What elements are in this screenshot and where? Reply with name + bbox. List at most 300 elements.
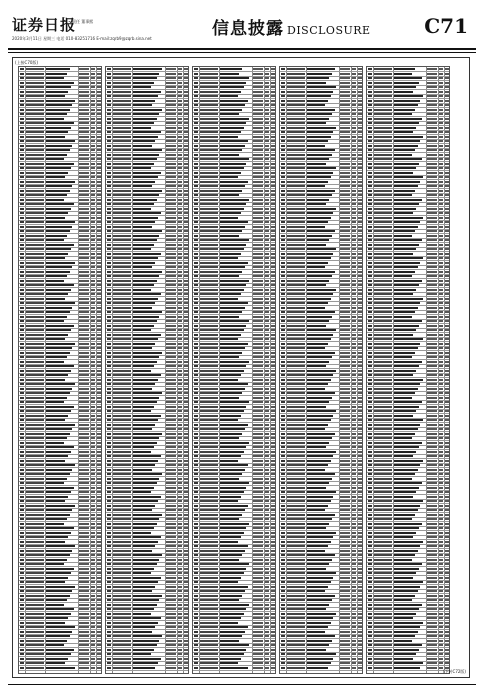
table-cell bbox=[271, 158, 275, 160]
table-cell bbox=[271, 100, 275, 102]
table-cell bbox=[107, 532, 111, 534]
continued-to-label: (下转C72版) bbox=[442, 669, 466, 674]
table-cell bbox=[307, 82, 326, 84]
table-cell bbox=[91, 370, 95, 372]
table-cell bbox=[265, 406, 269, 408]
table-cell bbox=[26, 145, 44, 147]
table-cell bbox=[113, 167, 131, 169]
table-cell bbox=[287, 586, 305, 588]
table-cell bbox=[445, 73, 449, 75]
table-cell bbox=[287, 248, 305, 250]
table-cell bbox=[374, 203, 392, 205]
table-cell bbox=[20, 329, 24, 331]
table-cell bbox=[374, 158, 392, 160]
table-cell bbox=[91, 419, 95, 421]
table-cell bbox=[445, 554, 449, 556]
table-cell bbox=[374, 190, 392, 192]
table-cell bbox=[133, 410, 151, 412]
table-cell bbox=[287, 127, 305, 129]
table-cell bbox=[46, 248, 71, 250]
table-cell bbox=[352, 172, 356, 174]
table-cell bbox=[287, 149, 305, 151]
table-cell bbox=[352, 586, 356, 588]
table-cell bbox=[107, 572, 111, 574]
table-cell bbox=[79, 109, 89, 111]
table-cell bbox=[46, 392, 70, 394]
table-cell bbox=[166, 572, 176, 574]
table-cell bbox=[20, 334, 24, 336]
table-cell bbox=[352, 176, 356, 178]
table-cell bbox=[368, 482, 372, 484]
table-cell bbox=[281, 631, 285, 633]
table-cell bbox=[113, 370, 131, 372]
table-cell bbox=[79, 235, 89, 237]
table-cell bbox=[79, 658, 89, 660]
table-cell bbox=[340, 635, 350, 637]
table-cell bbox=[166, 352, 176, 354]
table-cell bbox=[307, 302, 328, 304]
table-cell bbox=[340, 298, 350, 300]
table-cell bbox=[374, 226, 392, 228]
table-cell bbox=[287, 113, 305, 115]
table-cell bbox=[368, 208, 372, 210]
table-cell bbox=[79, 518, 89, 520]
table-cell bbox=[166, 374, 176, 376]
table-cell bbox=[113, 194, 131, 196]
table-cell bbox=[26, 235, 44, 237]
table-cell bbox=[220, 622, 238, 624]
table-cell bbox=[97, 320, 101, 322]
table-cell bbox=[358, 599, 362, 601]
table-cell bbox=[445, 203, 449, 205]
table-cell bbox=[26, 185, 44, 187]
table-cell bbox=[352, 338, 356, 340]
table-cell bbox=[427, 581, 437, 583]
table-cell bbox=[26, 82, 44, 84]
table-cell bbox=[20, 487, 24, 489]
table-cell bbox=[107, 464, 111, 466]
table-cell bbox=[20, 662, 24, 664]
table-cell bbox=[107, 361, 111, 363]
table-cell bbox=[200, 545, 218, 547]
table-cell bbox=[184, 662, 188, 664]
table-cell bbox=[79, 667, 89, 669]
table-cell bbox=[26, 248, 44, 250]
table-cell bbox=[368, 190, 372, 192]
table-cell bbox=[340, 518, 350, 520]
table-cell bbox=[20, 446, 24, 448]
table-cell bbox=[281, 176, 285, 178]
table-cell bbox=[194, 590, 198, 592]
table-cell bbox=[445, 181, 449, 183]
table-cell bbox=[200, 509, 218, 511]
table-cell bbox=[107, 554, 111, 556]
table-cell bbox=[374, 536, 392, 538]
table-cell bbox=[265, 338, 269, 340]
table-cell bbox=[358, 532, 362, 534]
table-cell bbox=[166, 406, 176, 408]
table-cell bbox=[97, 316, 101, 318]
table-cell bbox=[184, 95, 188, 97]
table-cell bbox=[287, 442, 305, 444]
table-cell bbox=[133, 73, 159, 75]
table-cell bbox=[253, 311, 263, 313]
table-cell bbox=[427, 406, 437, 408]
table-cell bbox=[200, 653, 218, 655]
table-cell bbox=[265, 437, 269, 439]
table-cell bbox=[374, 136, 392, 138]
table-cell bbox=[200, 419, 218, 421]
table-cell bbox=[194, 190, 198, 192]
table-cell bbox=[46, 487, 74, 489]
table-cell bbox=[265, 266, 269, 268]
table-cell bbox=[374, 275, 392, 277]
table-cell bbox=[79, 379, 89, 381]
table-cell bbox=[265, 397, 269, 399]
table-cell bbox=[253, 487, 263, 489]
table-cell bbox=[178, 172, 182, 174]
table-cell bbox=[178, 518, 182, 520]
table-cell bbox=[184, 109, 188, 111]
table-cell bbox=[445, 455, 449, 457]
table-cell bbox=[26, 559, 44, 561]
table-cell bbox=[178, 388, 182, 390]
table-cell bbox=[352, 199, 356, 201]
table-cell bbox=[368, 347, 372, 349]
table-cell bbox=[91, 271, 95, 273]
table-cell bbox=[79, 136, 89, 138]
table-cell bbox=[287, 208, 305, 210]
table-cell bbox=[374, 523, 392, 525]
table-cell bbox=[91, 383, 95, 385]
table-cell bbox=[445, 496, 449, 498]
table-cell bbox=[113, 572, 131, 574]
table-cell bbox=[107, 131, 111, 133]
table-cell bbox=[79, 199, 89, 201]
table-cell bbox=[107, 104, 111, 106]
table-cell bbox=[194, 140, 198, 142]
table-cell bbox=[352, 352, 356, 354]
table-cell bbox=[107, 577, 111, 579]
table-cell bbox=[20, 577, 24, 579]
table-cell bbox=[184, 226, 188, 228]
table-cell bbox=[358, 361, 362, 363]
table-cell bbox=[307, 478, 332, 480]
table-cell bbox=[445, 365, 449, 367]
table-cell bbox=[220, 518, 239, 520]
table-cell bbox=[445, 356, 449, 358]
table-cell bbox=[281, 338, 285, 340]
table-cell bbox=[133, 442, 157, 444]
table-cell bbox=[91, 311, 95, 313]
table-cell bbox=[26, 464, 44, 466]
table-cell bbox=[91, 374, 95, 376]
table-cell bbox=[394, 635, 415, 637]
table-cell bbox=[91, 415, 95, 417]
table-cell bbox=[178, 82, 182, 84]
table-cell bbox=[97, 91, 101, 93]
table-cell bbox=[374, 478, 392, 480]
table-cell bbox=[352, 370, 356, 372]
table-cell bbox=[91, 280, 95, 282]
table-cell bbox=[340, 505, 350, 507]
table-cell bbox=[265, 415, 269, 417]
table-cell bbox=[445, 406, 449, 408]
table-cell bbox=[358, 347, 362, 349]
table-cell bbox=[20, 626, 24, 628]
table-cell bbox=[253, 302, 263, 304]
table-cell bbox=[358, 316, 362, 318]
table-cell bbox=[340, 91, 350, 93]
table-cell bbox=[46, 361, 64, 363]
table-cell bbox=[220, 469, 245, 471]
table-cell bbox=[253, 172, 263, 174]
table-cell bbox=[97, 554, 101, 556]
table-cell bbox=[113, 424, 131, 426]
table-cell bbox=[26, 158, 44, 160]
table-cell bbox=[194, 379, 198, 381]
table-cell bbox=[194, 275, 198, 277]
table-cell bbox=[271, 460, 275, 462]
table-cell bbox=[445, 149, 449, 151]
table-cell bbox=[253, 104, 263, 106]
table-cell bbox=[79, 275, 89, 277]
table-cell bbox=[107, 649, 111, 651]
table-cell bbox=[253, 356, 263, 358]
table-cell bbox=[91, 446, 95, 448]
table-cell bbox=[427, 428, 437, 430]
table-cell bbox=[133, 487, 154, 489]
table-cell bbox=[287, 221, 305, 223]
table-cell bbox=[271, 302, 275, 304]
table-cell bbox=[287, 86, 305, 88]
table-cell bbox=[107, 280, 111, 282]
table-cell bbox=[281, 406, 285, 408]
table-cell bbox=[427, 127, 437, 129]
table-cell bbox=[374, 217, 392, 219]
table-cell bbox=[194, 203, 198, 205]
table-cell bbox=[374, 415, 392, 417]
table-cell bbox=[133, 473, 162, 475]
table-cell bbox=[79, 77, 89, 79]
table-cell bbox=[166, 401, 176, 403]
table-cell bbox=[374, 338, 392, 340]
table-cell bbox=[352, 253, 356, 255]
table-cell bbox=[166, 221, 176, 223]
table-cell bbox=[20, 613, 24, 615]
table-cell bbox=[265, 563, 269, 565]
table-cell bbox=[200, 154, 218, 156]
table-cell bbox=[358, 131, 362, 133]
table-cell bbox=[340, 77, 350, 79]
table-cell bbox=[281, 361, 285, 363]
table-cell bbox=[253, 518, 263, 520]
table-cell bbox=[253, 275, 263, 277]
table-cell bbox=[178, 280, 182, 282]
table-cell bbox=[281, 122, 285, 124]
table-cell bbox=[352, 433, 356, 435]
table-cell bbox=[368, 185, 372, 187]
table-cell bbox=[340, 226, 350, 228]
table-cell bbox=[91, 361, 95, 363]
table-cell bbox=[220, 284, 246, 286]
table-cell bbox=[394, 406, 419, 408]
table-cell bbox=[265, 320, 269, 322]
table-cell bbox=[200, 235, 218, 237]
table-cell bbox=[374, 208, 392, 210]
table-cell bbox=[374, 442, 392, 444]
table-cell bbox=[220, 572, 244, 574]
table-cell bbox=[427, 419, 437, 421]
table-cell bbox=[394, 230, 415, 232]
table-cell bbox=[358, 554, 362, 556]
table-cell bbox=[307, 608, 326, 610]
table-cell bbox=[220, 334, 241, 336]
table-cell bbox=[352, 658, 356, 660]
table-cell bbox=[439, 235, 443, 237]
table-cell bbox=[133, 230, 162, 232]
table-cell bbox=[178, 617, 182, 619]
table-cell bbox=[374, 667, 392, 669]
table-cell bbox=[26, 586, 44, 588]
table-cell bbox=[166, 280, 176, 282]
table-cell bbox=[287, 541, 305, 543]
table-cell bbox=[46, 77, 64, 79]
table-cell bbox=[281, 163, 285, 165]
table-cell bbox=[265, 491, 269, 493]
table-cell bbox=[79, 523, 89, 525]
table-cell bbox=[79, 154, 89, 156]
table-cell bbox=[340, 104, 350, 106]
table-cell bbox=[358, 428, 362, 430]
table-cell bbox=[46, 226, 72, 228]
table-cell bbox=[220, 649, 246, 651]
table-cell bbox=[394, 559, 412, 561]
table-cell bbox=[26, 460, 44, 462]
table-cell bbox=[374, 392, 392, 394]
table-cell bbox=[439, 334, 443, 336]
table-cell bbox=[394, 370, 416, 372]
table-cell bbox=[20, 208, 24, 210]
table-cell bbox=[265, 221, 269, 223]
table-cell bbox=[340, 478, 350, 480]
table-cell bbox=[220, 77, 249, 79]
table-cell bbox=[107, 118, 111, 120]
table-cell bbox=[184, 478, 188, 480]
table-cell bbox=[79, 428, 89, 430]
table-cell bbox=[340, 266, 350, 268]
table-cell bbox=[220, 644, 249, 646]
table-cell bbox=[287, 608, 305, 610]
table-cell bbox=[253, 82, 263, 84]
table-cell bbox=[26, 424, 44, 426]
table-cell bbox=[200, 487, 218, 489]
table-cell bbox=[79, 325, 89, 327]
table-cell bbox=[445, 482, 449, 484]
table-cell bbox=[287, 635, 305, 637]
table-cell bbox=[200, 343, 218, 345]
table-cell bbox=[91, 190, 95, 192]
table-cell bbox=[253, 379, 263, 381]
table-cell bbox=[194, 581, 198, 583]
table-cell bbox=[200, 379, 218, 381]
table-cell bbox=[194, 604, 198, 606]
table-cell bbox=[220, 320, 249, 322]
table-cell bbox=[220, 163, 246, 165]
table-cell bbox=[79, 347, 89, 349]
table-cell bbox=[178, 446, 182, 448]
table-cell bbox=[46, 343, 75, 345]
table-cell bbox=[427, 478, 437, 480]
table-cell bbox=[107, 127, 111, 129]
table-cell bbox=[358, 608, 362, 610]
table-cell bbox=[265, 581, 269, 583]
table-cell bbox=[307, 640, 332, 642]
table-cell bbox=[439, 163, 443, 165]
table-cell bbox=[107, 199, 111, 201]
table-cell bbox=[26, 226, 44, 228]
table-cell bbox=[133, 325, 154, 327]
table-cell bbox=[26, 68, 44, 70]
table-cell bbox=[133, 140, 155, 142]
table-cell bbox=[26, 293, 44, 295]
table-cell bbox=[374, 280, 392, 282]
table-cell bbox=[46, 541, 65, 543]
table-cell bbox=[20, 478, 24, 480]
table-cell bbox=[307, 554, 335, 556]
table-cell bbox=[91, 541, 95, 543]
table-cell bbox=[97, 365, 101, 367]
table-cell bbox=[200, 424, 218, 426]
table-cell bbox=[352, 482, 356, 484]
table-cell bbox=[26, 545, 44, 547]
table-cell bbox=[271, 307, 275, 309]
table-cell bbox=[439, 221, 443, 223]
table-cell bbox=[20, 604, 24, 606]
table-cell bbox=[107, 514, 111, 516]
table-cell bbox=[91, 257, 95, 259]
table-cell bbox=[368, 104, 372, 106]
table-cell bbox=[340, 208, 350, 210]
table-cell bbox=[271, 235, 275, 237]
table-cell bbox=[113, 586, 131, 588]
table-cell bbox=[374, 550, 392, 552]
table-cell bbox=[374, 109, 392, 111]
table-cell bbox=[46, 586, 75, 588]
table-cell bbox=[178, 100, 182, 102]
table-cell bbox=[340, 185, 350, 187]
table-cell bbox=[107, 424, 111, 426]
table-cell bbox=[427, 320, 437, 322]
table-cell bbox=[307, 473, 335, 475]
table-cell bbox=[394, 73, 412, 75]
table-cell bbox=[200, 374, 218, 376]
table-cell bbox=[253, 505, 263, 507]
table-cell bbox=[265, 649, 269, 651]
table-cell bbox=[97, 284, 101, 286]
table-cell bbox=[445, 370, 449, 372]
table-cell bbox=[91, 613, 95, 615]
table-cell bbox=[20, 185, 24, 187]
table-cell bbox=[368, 140, 372, 142]
table-cell bbox=[178, 203, 182, 205]
table-cell bbox=[26, 275, 44, 277]
table-cell bbox=[200, 572, 218, 574]
table-cell bbox=[427, 158, 437, 160]
table-cell bbox=[194, 541, 198, 543]
table-cell bbox=[113, 172, 131, 174]
table-cell bbox=[79, 113, 89, 115]
